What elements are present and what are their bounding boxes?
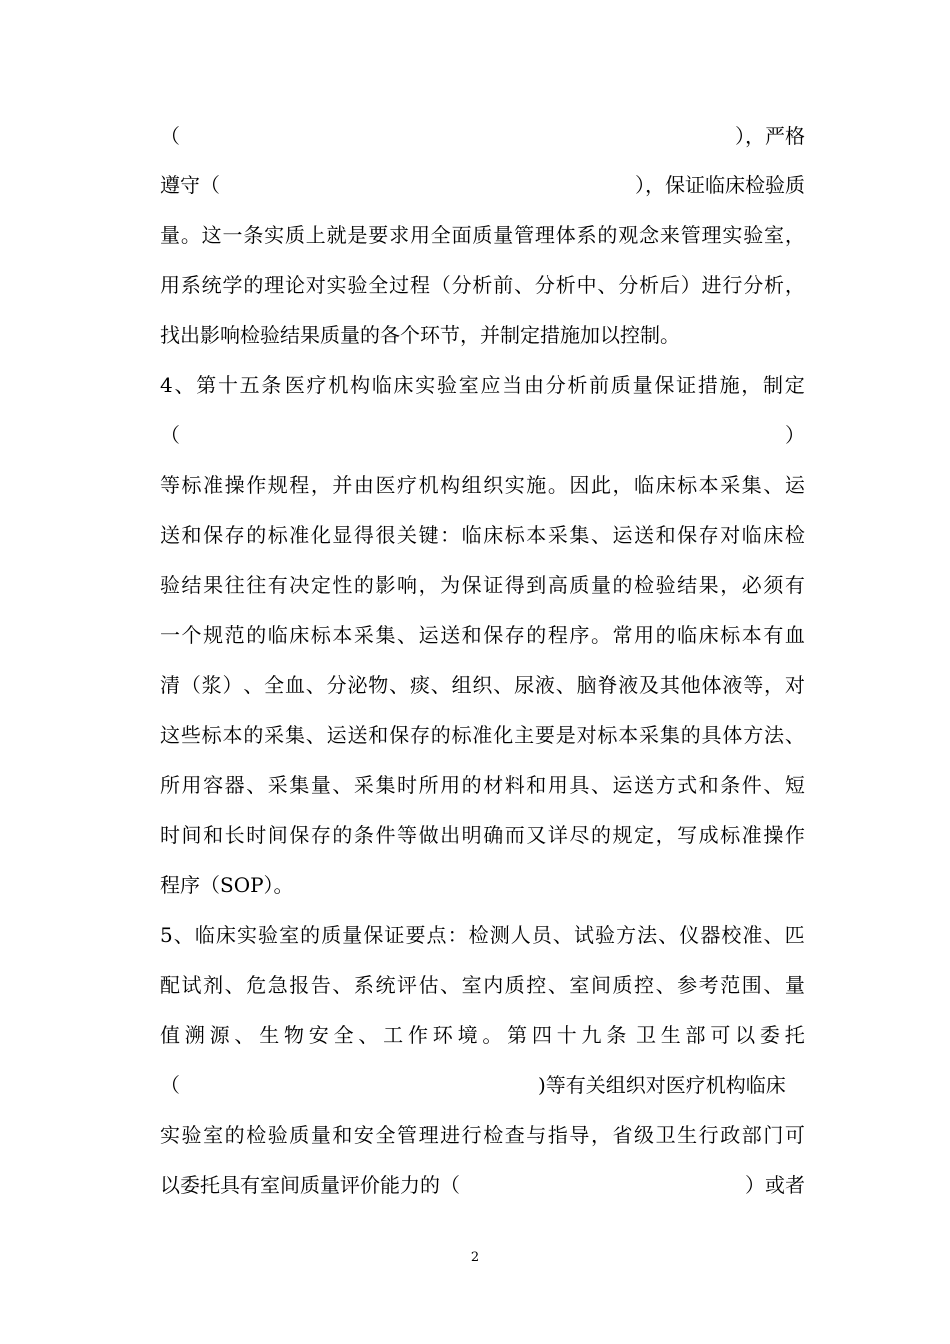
text-line <box>160 119 805 153</box>
text-line: 一 个 规 范 的 临 床 标 本 采 集 、 运 送 和 保 存 的 程 序 。 常 用 的 临 床 标 本 有 血 <box>160 623 805 647</box>
text-line: 4 、 第 十 五 条 医 疗 机 构 临 床 实 验 室 应 当 由 分 析 前 质 量 保 证 措 施 ， 制 定 <box>160 373 805 397</box>
text-line: 值 溯 源 、 生 物 安 全 、 工 作 环 境 。 第 四 十 九 条 卫 生 部 可 以 委 托 <box>160 1023 805 1047</box>
text-left: （ <box>160 1073 180 1097</box>
text-line: 5 、 临 床 实 验 室 的 质 量 保 证 要 点 ： 检 测 人 员 、 试 验 方 法 、 仪 器 校 准 、 匹 <box>160 923 805 947</box>
text-line: 等 标 准 操 作 规 程 ， 并 由 医 疗 机 构 组 织 实 施 。 因 此 ， 临 床 标 本 采 集 、 运 <box>160 473 805 497</box>
text-line: 配 试 剂 、 危 急 报 告 、 系 统 评 估 、 室 内 质 控 、 室 间 质 控 、 参 考 范 围 、 量 <box>160 973 805 997</box>
text-left: （ <box>160 423 180 447</box>
text-right: ）或者 <box>745 1173 805 1197</box>
text-line: 验 结 果 往 往 有 决 定 性 的 影 响 ， 为 保 证 得 到 高 质 量 的 检 验 结 果 ， 必 须 有 <box>160 573 805 597</box>
text-right: )等有关组织对医疗机构临床 <box>538 1073 786 1097</box>
text-right: ） <box>785 423 805 447</box>
text-line: 这 些 标 本 的 采 集 、 运 送 和 保 存 的 标 准 化 主 要 是 对 标 本 采 集 的 具 体 方 法 、 <box>160 723 805 747</box>
text-line: 找出影响检验结果质量的各个环节，并制定措施加以控制。 <box>160 323 680 347</box>
text-line: 送 和 保 存 的 标 准 化 显 得 很 关 键 ： 临 床 标 本 采 集 、 运 送 和 保 存 对 临 床 检 <box>160 523 805 547</box>
text-left: （ <box>160 124 180 148</box>
text-left: 以委托具有室间质量评价能力的（ <box>160 1173 460 1197</box>
text-line: 时 间 和 长 时 间 保 存 的 条 件 等 做 出 明 确 而 又 详 尽 的 规 定 ， 写 成 标 准 操 作 <box>160 823 805 847</box>
text-line: 量 。 这 一 条 实 质 上 就 是 要 求 用 全 面 质 量 管 理 体 系 的 观 念 来 管 理 实 验 室 ， <box>160 223 805 247</box>
text-line: 用 系 统 学 的 理 论 对 实 验 全 过 程 （ 分 析 前 、 分 析 中 、 分 析 后 ） 进 行 分 析 ， <box>160 273 805 297</box>
text-line <box>160 1168 805 1202</box>
text-line: 实 验 室 的 检 验 质 量 和 安 全 管 理 进 行 检 查 与 指 导 ， 省 级 卫 生 行 政 部 门 可 <box>160 1123 805 1147</box>
page-number: 2 <box>470 1250 480 1265</box>
text-line: 所 用 容 器 、 采 集 量 、 采 集 时 所 用 的 材 料 和 用 具 、 运 送 方 式 和 条 件 、 短 <box>160 773 805 797</box>
text-line: 程序（SOP）。 <box>160 873 294 897</box>
text-left: 遵守（ <box>160 173 220 197</box>
text-right: ），严格 <box>735 124 805 148</box>
text-line <box>160 1068 805 1102</box>
text-line <box>160 418 805 452</box>
text-line <box>160 168 805 202</box>
text-line: 清 （ 浆 ） 、 全 血 、 分 泌 物 、 痰 、 组 织 、 尿 液 、 脑 脊 液 及 其 他 体 液 等 ， 对 <box>160 673 805 697</box>
text-right: ），保证临床检验质 <box>635 173 805 197</box>
